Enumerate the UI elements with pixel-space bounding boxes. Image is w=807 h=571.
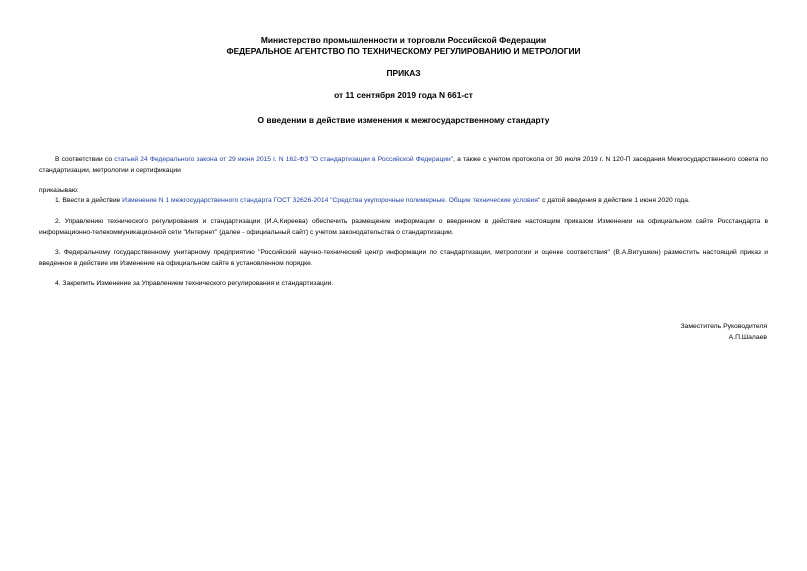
signature-name: А.П.Шалаев xyxy=(728,334,767,341)
signature-position: Заместитель Руководителя xyxy=(680,323,767,330)
item-1-paragraph xyxy=(39,196,768,207)
preamble-paragraph xyxy=(39,155,768,176)
ministry-name: Министерство промышленности и торговли Российской Федерации xyxy=(260,35,547,45)
preamble-suffix: , а также с учетом протокола от 30 июля 2019 г. N 120-П заседания Межгосударственного совета по стандартизации, метрологии и сертификации xyxy=(39,156,769,174)
agency-name: ФЕДЕРАЛЬНОЕ АГЕНТСТВО ПО ТЕХНИЧЕСКОМУ РЕГУЛИРОВАНИЮ И МЕТРОЛОГИИ xyxy=(226,46,581,56)
document-type: ПРИКАЗ xyxy=(386,68,421,78)
item-1-prefix: 1. Ввести в действие xyxy=(55,197,123,204)
document-title: О введении в действие изменения к межгосударственному стандарту xyxy=(257,115,550,125)
item-4-paragraph: 4. Закрепить Изменение за Управлением технического регулирования и стандартизации. xyxy=(55,280,334,287)
item-1-suffix: с датой введения в действие 1 июня 2020 года. xyxy=(540,197,690,204)
item-3-paragraph: 3. Федеральному государственному унитарному предприятию "Российский научно-технический центр информации по стандартизации, метрологии и оценке соответствия" (В.А.Витушкин) разместить настоящий приказ и введенное в действие им Изменение на официальном сайте в установленном порядке. xyxy=(39,249,768,267)
document-date-number: от 11 сентября 2019 года N 661-ст xyxy=(334,90,473,100)
item-2-paragraph: 2. Управлению технического регулирования и стандартизации (И.А.Киреева) обеспечить размещение информации о введенном в действие настоящим приказом Изменении на официальном сайте Росстандарта в информационно-телекоммуникационной сети "Интернет" (далее - официальный сайт) с учетом законодательства о стандартизации. xyxy=(39,218,768,236)
preamble-prefix: В соответствии со xyxy=(55,156,115,163)
order-word: приказываю: xyxy=(39,187,79,194)
federal-law-link[interactable]: статьей 24 Федерального закона от 29 июня 2015 г. N 162-ФЗ "О стандартизации в Российской Федерации" xyxy=(114,156,454,163)
gost-change-link[interactable]: Изменение N 1 межгосударственного стандарта ГОСТ 32626-2014 "Средства укупорочные полимерные. Общие технические условия" xyxy=(122,197,541,204)
